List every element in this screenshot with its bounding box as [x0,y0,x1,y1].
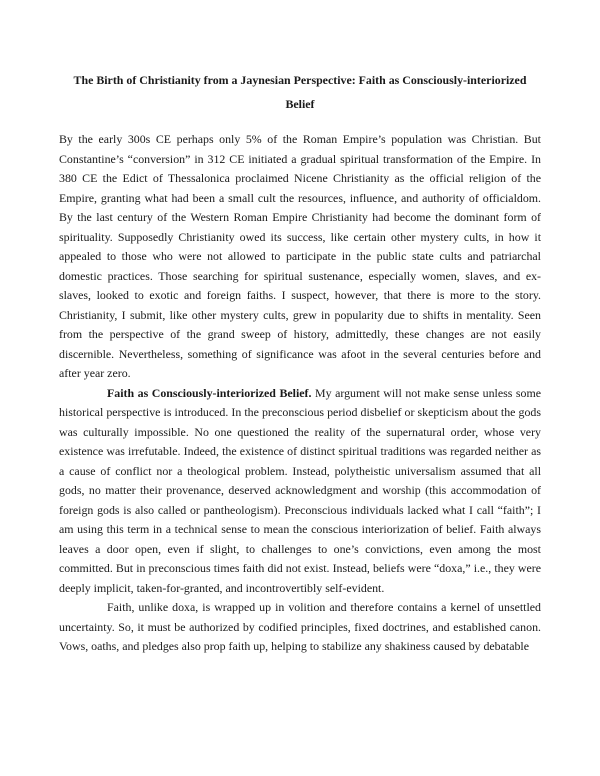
page-title: The Birth of Christianity from a Jaynesian Perspective: Faith as Consciously-interiorized Belief [73,73,527,111]
paragraph-faith-section [59,384,541,599]
section-heading: Faith as Consciously-interiorized Belief. [107,385,312,400]
paragraph-faith-text: My argument will not make sense unless some historical perspective is introduced. In the preconscious period disbelief or skepticism about the gods was culturally impossible. No one questioned the reality of the supernatural order, whose very existence was irrefutable. Indeed, the existence of distinct spiritual traditions was regarded neither as a cause of conflict nor a theological problem. Instead, polytheistic universalism assumed that all gods, no matter their provenance, deserved acknowledgment and worship (this accommodation of foreign gods is also called or pantheologism). Preconscious individuals lacked what I call “faith”; I am using this term in a technical sense to mean the conscious interiorization of belief. Faith always leaves a door open, even if slight, to challenges to one’s convictions, even among the most committed. But in preconscious times faith did not exist. Instead, beliefs were “doxa,” i.e., they were deeply implicit, taken-for-granted, and incontrovertibly self-evident. [59,385,541,595]
paragraph-doxa-text: Faith, unlike doxa, is wrapped up in volition and therefore contains a kernel of unsettled uncertainty. So, it must be authorized by codified principles, fixed doctrines, and established canon. Vows, oaths, and pledges also prop faith up, helping to stabilize any shakiness caused by debatable [59,600,541,653]
paragraph-intro [59,130,541,384]
paragraph-doxa [59,598,541,657]
document-body [59,130,541,657]
paragraph-intro-text: By the early 300s CE perhaps only 5% of the Roman Empire’s population was Christian. But Constantine’s “conversion” in 312 CE initiated a gradual spiritual transformation of the Empire. In 380 CE the Edict of Thessalonica proclaimed Nicene Christianity as the official religion of the Empire, granting what had been a small cult the resources, influence, and authority of officialdom. By the last century of the Western Roman Empire Christianity had become the dominant form of spirituality. Supposedly Christianity owed its success, like certain other mystery cults, in how it appealed to those who were not allowed to participate in the public state cults and patriarchal domestic practices. Those searching for spiritual sustenance, especially women, slaves, and ex-slaves, looked to exotic and foreign faiths. I suspect, however, that there is more to the story. Christianity, I submit, like other mystery cults, grew in popularity due to shifts in mentality. Seen from the perspective of the grand sweep of history, admittedly, these changes are not easily discernible. Nevertheless, something of significance was afoot in the several centuries before and after year zero. [59,132,541,380]
